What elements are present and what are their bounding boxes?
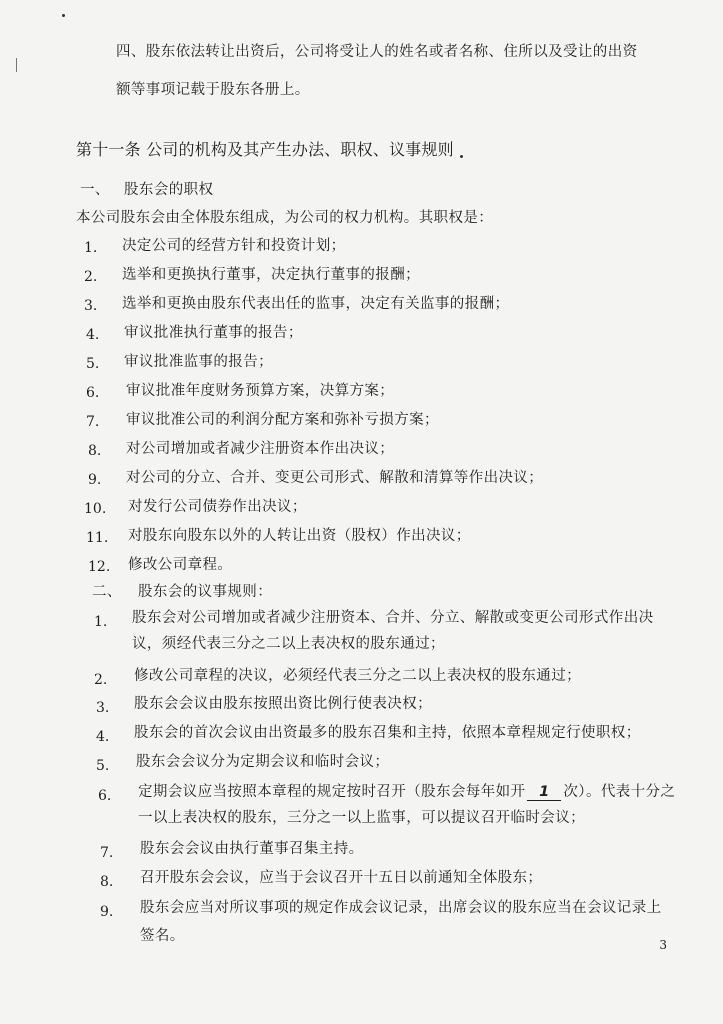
section1-item-number: 9. [88, 472, 102, 488]
section2-item-number: 5. [96, 758, 110, 774]
section1-item-text: 对公司增加或者减少注册资本作出决议； [126, 441, 395, 457]
section1-item-text: 审议批准公司的利润分配方案和弥补亏损方案； [126, 412, 439, 428]
section1-item-number: 10. [84, 501, 107, 517]
section1-item-text: 对发行公司债券作出决议； [128, 499, 307, 515]
section1-item-text: 对公司的分立、合并、变更公司形式、解散和清算等作出决议； [126, 470, 544, 486]
section1-item-number: 3. [84, 298, 98, 314]
scan-speck [62, 14, 65, 17]
section2-item-number: 3. [96, 700, 110, 716]
paragraph-transfer-line-2: 额等事项记载于股东各册上。 [116, 82, 310, 98]
section2-item-text: 修改公司章程的决议，必须经代表三分之二以上表决权的股东通过； [134, 668, 581, 684]
scan-speck [460, 155, 463, 158]
section1-item-text: 选举和更换由股东代表出任的监事，决定有关监事的报酬； [122, 296, 510, 312]
section2-item-text: 股东会会议由执行董事召集主持。 [140, 841, 364, 857]
section1-item-text: 决定公司的经营方针和投资计划； [122, 238, 346, 254]
article-title: 第十一条 公司的机构及其产生办法、职权、议事规则 [76, 140, 454, 159]
section2-marker: 二、 [92, 584, 122, 600]
section1-item-text: 修改公司章程。 [128, 557, 233, 573]
scan-edge-mark [16, 58, 17, 72]
meeting-frequency-pre: 定期会议应当按照本章程的规定按时召开（股东会每年如开 [138, 784, 526, 800]
section1-item-number: 8. [88, 443, 102, 459]
section1-item-text: 审议批准执行董事的报告； [124, 325, 303, 341]
section2-item-text: 股东会的首次会议由出资最多的股东召集和主持，依照本章程规定行使职权； [134, 725, 641, 741]
section2-item-number: 1. [94, 614, 108, 630]
section1-item-number: 1. [84, 240, 98, 256]
section1-item-number: 5. [86, 356, 100, 372]
page-number: 3 [659, 938, 667, 952]
section2-item-text-continued: 签名。 [140, 928, 185, 944]
section1-item-text: 审议批准年度财务预算方案，决算方案； [126, 383, 395, 399]
section2-item-text: 股东会会议分为定期会议和临时会议； [136, 754, 390, 770]
meeting-count-blank: 1 [527, 784, 561, 801]
section2-title: 股东会的议事规则： [138, 584, 273, 600]
section1-item-number: 4. [86, 327, 100, 343]
paragraph-transfer-line-1: 四、股东依法转让出资后，公司将受让人的姓名或者名称、住所以及受让的出资 [116, 44, 638, 60]
section2-item-number: 9. [100, 904, 114, 920]
section1-item-text: 选举和更换执行董事，决定执行董事的报酬； [122, 267, 420, 283]
section2-item-number: 2. [94, 672, 108, 688]
section1-item-text: 对股东向股东以外的人转让出资（股权）作出决议； [128, 528, 471, 544]
section1-intro: 本公司股东会由全体股东组成，为公司的权力机构。其职权是： [76, 210, 494, 226]
section1-item-number: 2. [84, 269, 98, 285]
section2-item-text: 召开股东会会议，应当于会议召开十五日以前通知全体股东； [140, 870, 543, 886]
section2-item-text: 股东会应当对所议事项的规定作成会议记录，出席会议的股东应当在会议记录上 [140, 900, 662, 916]
section2-item-text-continued: 议，须经代表三分之二以上表决权的股东通过； [132, 636, 445, 652]
meeting-frequency-post: 次）。代表十分之 [563, 784, 676, 800]
section2-item-text-continued: 一以上表决权的股东，三分之一以上监事，可以提议召开临时会议； [138, 810, 585, 826]
section1-marker: 一、 [80, 182, 110, 198]
section2-item-number: 7. [100, 845, 114, 861]
section1-item-number: 11. [86, 530, 109, 546]
section2-item-text [138, 782, 675, 802]
section1-item-number: 12. [88, 559, 111, 575]
section2-item-text: 股东会会议由股东按照出资比例行使表决权； [134, 696, 432, 712]
section2-item-text: 股东会对公司增加或者减少注册资本、合并、分立、解散或变更公司形式作出决 [132, 610, 654, 626]
section1-item-number: 7. [86, 414, 100, 430]
section2-item-number: 4. [96, 729, 110, 745]
section2-item-number: 8. [100, 874, 114, 890]
section2-item-number: 6. [98, 788, 112, 804]
section1-item-text: 审议批准监事的报告； [124, 354, 273, 370]
section1-item-number: 6. [86, 385, 100, 401]
section1-title: 股东会的职权 [124, 182, 214, 198]
